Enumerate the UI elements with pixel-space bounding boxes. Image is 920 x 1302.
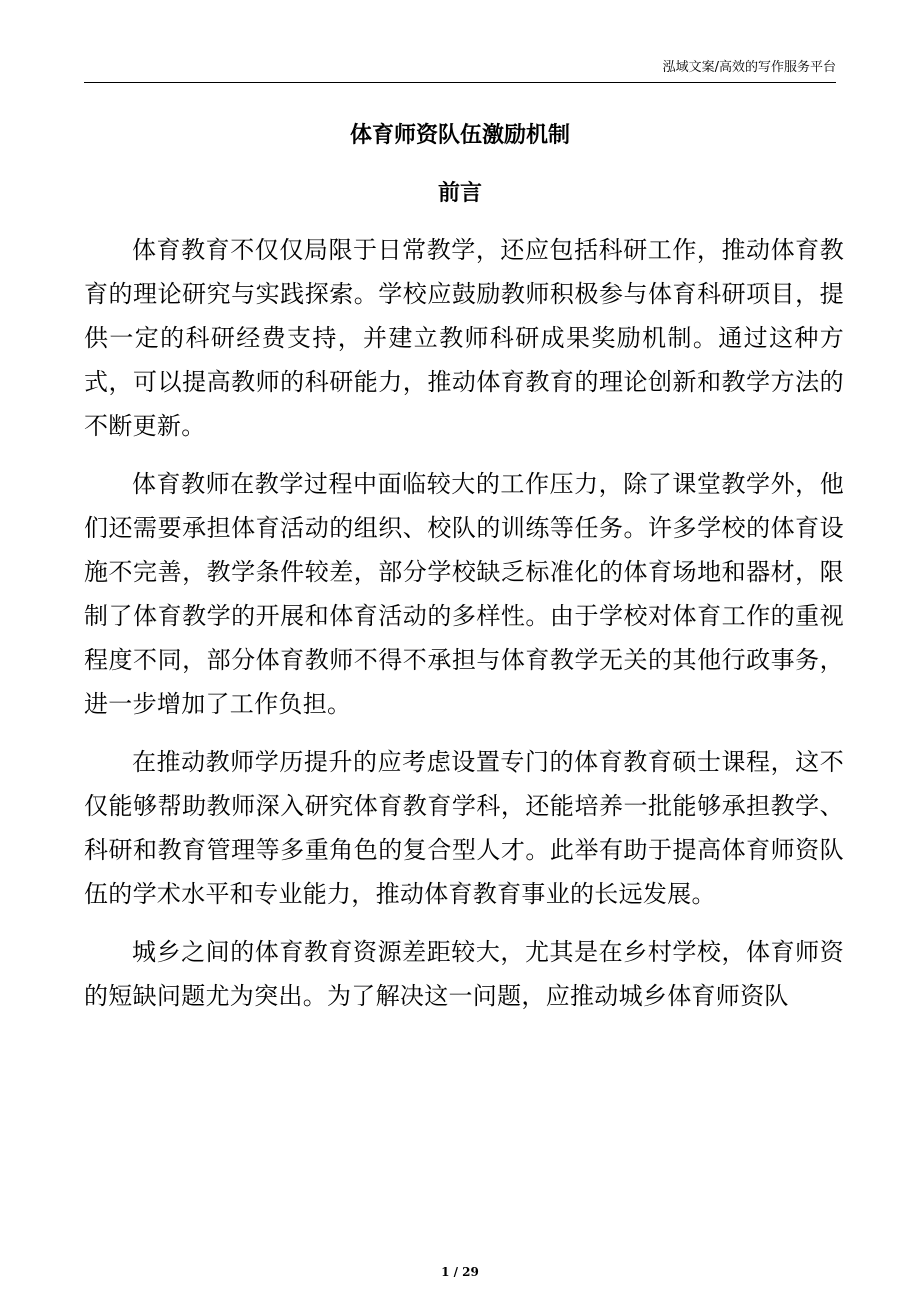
paragraph-4: 城乡之间的体育教育资源差距较大，尤其是在乡村学校，体育师资的短缺问题尤为突出。为了解决这一问题，应推动城乡体育师资队 — [84, 938, 844, 1010]
paragraph-1: 体育教育不仅仅局限于日常教学，还应包括科研工作，推动体育教育的理论研究与实践探索。学校应鼓励教师积极参与体育科研项目，提供一定的科研经费支持，并建立教师科研成果奖励机制。通过这种方式，可以提高教师的科研能力，推动体育教育的理论创新和教学方法的不断更新。 — [84, 236, 844, 440]
document-title: 体育师资队伍激励机制 — [349, 123, 570, 148]
document-body — [84, 228, 844, 1032]
header-text: 泓域文案/高效的写作服务平台 — [662, 60, 836, 75]
header-divider — [84, 82, 836, 83]
section-heading: 前言 — [437, 181, 482, 206]
page-number: 1 / 29 — [441, 1265, 479, 1279]
paragraph-2: 体育教师在教学过程中面临较大的工作压力，除了课堂教学外，他们还需要承担体育活动的组织、校队的训练等任务。许多学校的体育设施不完善，教学条件较差，部分学校缺乏标准化的体育场地和器材，限制了体育教学的开展和体育活动的多样性。由于学校对体育工作的重视程度不同，部分体育教师不得不承担与体育教学无关的其他行政事务，进一步增加了工作负担。 — [84, 470, 844, 718]
paragraph-3: 在推动教师学历提升的应考虑设置专门的体育教育硕士课程，这不仅能够帮助教师深入研究体育教育学科，还能培养一批能够承担教学、科研和教育管理等多重角色的复合型人才。此举有助于提高体育师资队伍的学术水平和专业能力，推动体育教育事业的长远发展。 — [84, 748, 844, 908]
